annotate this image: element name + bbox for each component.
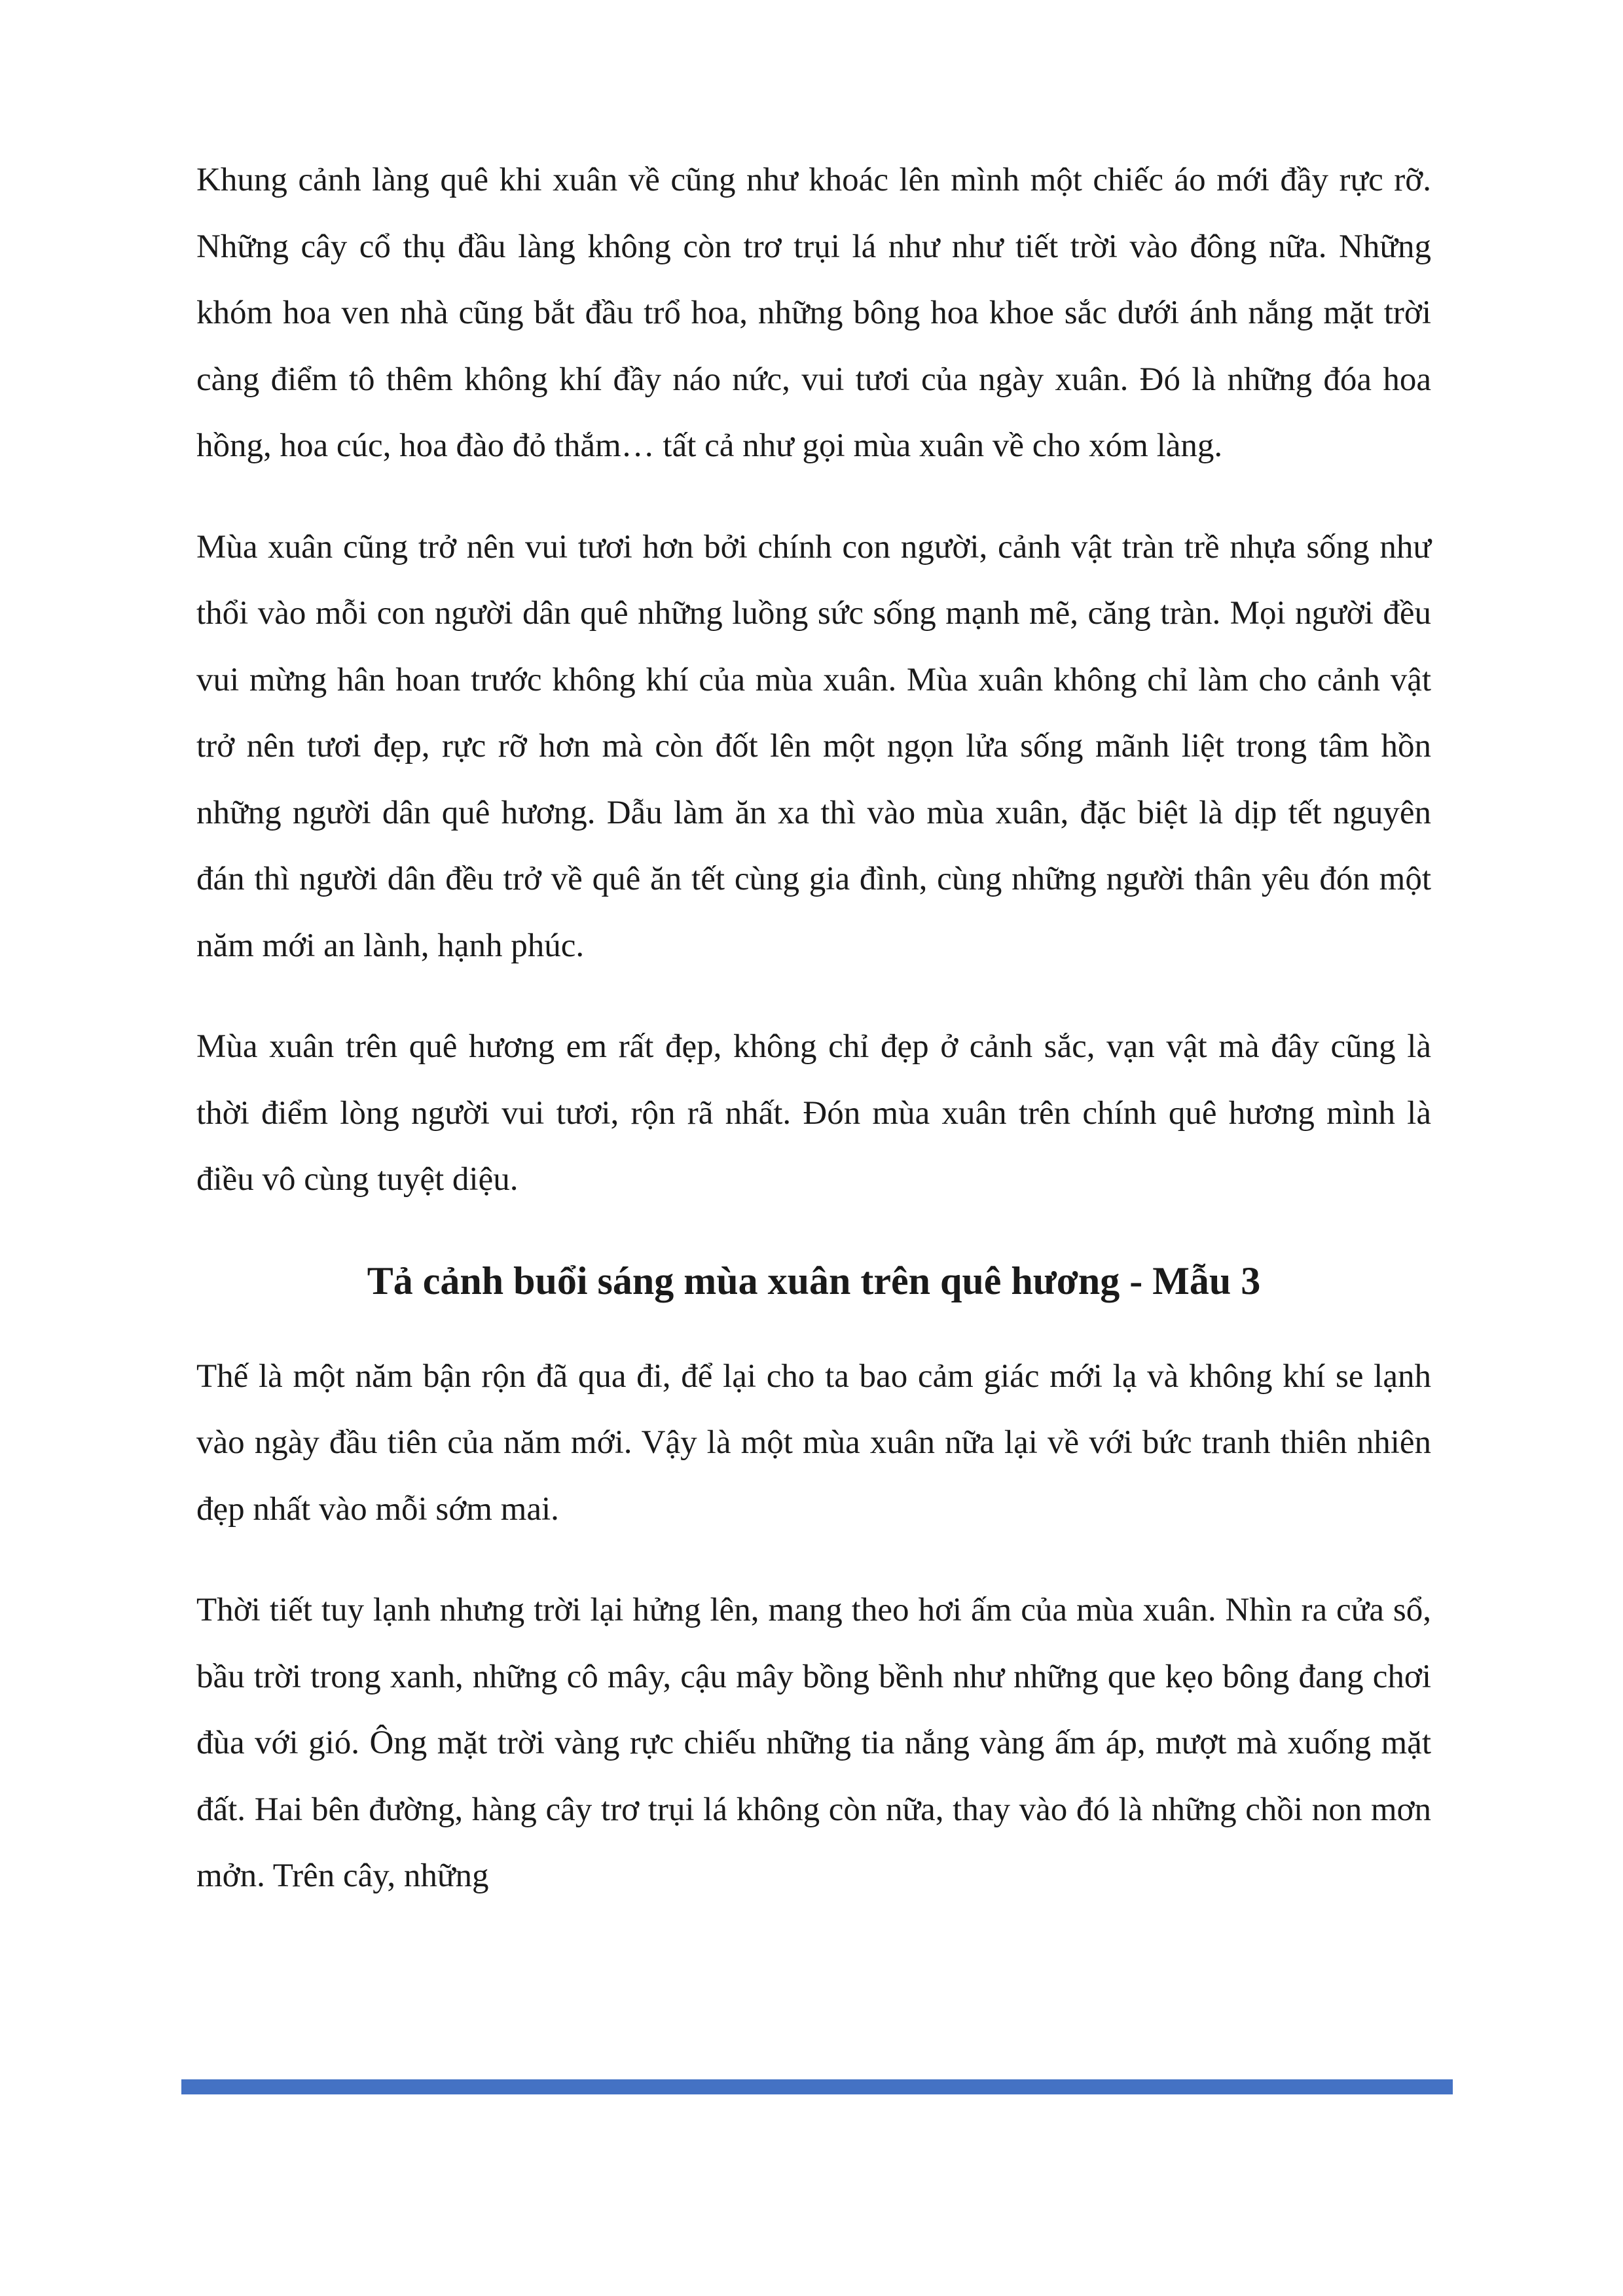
section-heading: Tả cảnh buổi sáng mùa xuân trên quê hương - Mẫu 3 — [367, 1259, 1261, 1302]
paragraph-4: Thế là một năm bận rộn đã qua đi, để lại cho ta bao cảm giác mới lạ và không khí se lạnh vào ngày đầu tiên của năm mới. Vậy là một mùa xuân nữa lại về với bức tranh thiên nhiên đẹp nhất vào mỗi sớm mai. — [196, 1357, 1431, 1528]
footer-divider — [181, 2079, 1453, 2094]
paragraph-5: Thời tiết tuy lạnh nhưng trời lại hửng lên, mang theo hơi ấm của mùa xuân. Nhìn ra cửa sổ, bầu trời trong xanh, những cô mây, cậu mây bồng bềnh như những que kẹo bông đang chơi đùa với gió. Ông mặt trời vàng rực chiếu những tia nắng vàng ấm áp, mượt mà xuống mặt đất. Hai bên đường, hàng cây trơ trụi lá không còn nữa, thay vào đó là những chồi non mơn mởn. Trên cây, những — [196, 1592, 1431, 1894]
paragraph-2: Mùa xuân cũng trở nên vui tươi hơn bởi chính con người, cảnh vật tràn trề nhựa sống như thổi vào mỗi con người dân quê những luồng sức sống mạnh mẽ, căng tràn. Mọi người đều vui mừng hân hoan trước không khí của mùa xuân. Mùa xuân không chỉ làm cho cảnh vật trở nên tươi đẹp, rực rỡ hơn mà còn đốt lên một ngọn lửa sống mãnh liệt trong tâm hồn những người dân quê hương. Dẫu làm ăn xa thì vào mùa xuân, đặc biệt là dịp tết nguyên đán thì người dân đều trở về quê ăn tết cùng gia đình, cùng những người thân yêu đón một năm mới an lành, hạnh phúc. — [196, 528, 1431, 964]
document-body — [196, 147, 1431, 1945]
paragraph-1: Khung cảnh làng quê khi xuân về cũng như khoác lên mình một chiếc áo mới đầy rực rỡ. Những cây cổ thụ đầu làng không còn trơ trụi lá như như tiết trời vào đông nữa. Những khóm hoa ven nhà cũng bắt đầu trổ hoa, những bông hoa khoe sắc dưới ánh nắng mặt trời càng điểm tô thêm không khí đầy náo nức, vui tươi của ngày xuân. Đó là những đóa hoa hồng, hoa cúc, hoa đào đỏ thắm… tất cả như gọi mùa xuân về cho xóm làng. — [196, 162, 1431, 464]
paragraph-3: Mùa xuân trên quê hương em rất đẹp, không chỉ đẹp ở cảnh sắc, vạn vật mà đây cũng là thời điểm lòng người vui tươi, rộn rã nhất. Đón mùa xuân trên chính quê hương mình là điều vô cùng tuyệt diệu. — [196, 1028, 1431, 1198]
